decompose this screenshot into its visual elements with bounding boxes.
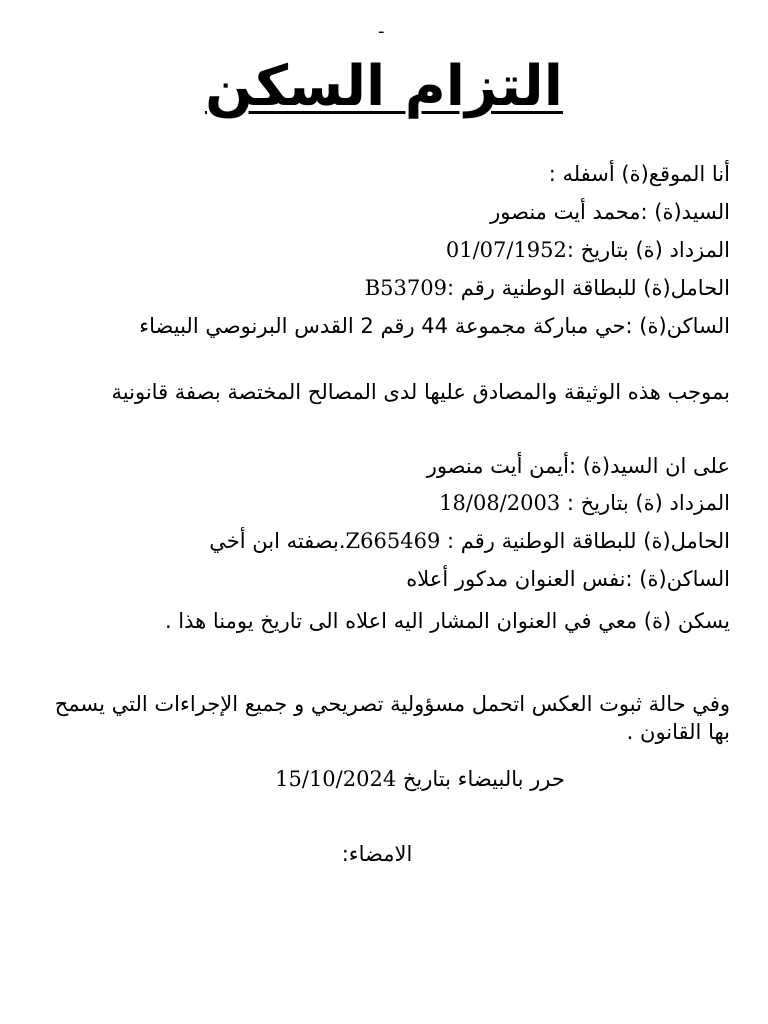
- declarant-birth-label: المزداد (ة) بتاريخ :: [566, 238, 730, 262]
- resident-id-label: الحامل(ة) للبطاقة الوطنية رقم :: [440, 529, 730, 553]
- resident-name: أيمن أيت منصور: [426, 454, 569, 478]
- signature-label: الامضاء:: [341, 842, 413, 866]
- document-title-text: التزام السكن: [205, 54, 563, 119]
- declarant-address-line: [38, 312, 730, 340]
- declarant-address-label: الساكن(ة) :: [625, 314, 730, 338]
- resident-id-number: Z665469: [345, 529, 441, 553]
- resident-address-label: الساكن(ة) :: [625, 567, 730, 591]
- declarant-id-line: [38, 274, 730, 302]
- declarant-name-label: السيد(ة) :: [640, 200, 730, 224]
- resident-intro-line: [38, 452, 730, 480]
- declarant-birth-date: 01/07/1952: [445, 238, 567, 262]
- statement-paragraph: بموجب هذه الوثيقة والمصادق عليها لدى المصالح المختصة بصفة قانونية: [111, 380, 730, 404]
- resident-id-line: [38, 527, 730, 555]
- place-date-line: [0, 765, 768, 793]
- declarant-intro: أنا الموقع(ة) أسفله :: [548, 162, 730, 186]
- resident-birth-date: 18/08/2003: [439, 491, 561, 515]
- liability-paragraph: وفي حالة ثبوت العكس اتحمل مسؤولية تصريحي و جميع الإجراءات التي يسمح بها القانون .: [54, 692, 730, 744]
- declarant-name-line: [38, 198, 730, 226]
- residence-paragraph: يسكن (ة) معي في العنوان المشار اليه اعلاه الى تاريخ يومنا هذا .: [164, 609, 730, 633]
- place-label: حرر بالبيضاء بتاريخ: [396, 767, 565, 791]
- declarant-birth-line: [38, 236, 730, 264]
- resident-relation: .بصفته ابن أخي: [209, 529, 346, 553]
- declarant-name: محمد أيت منصور: [490, 200, 641, 224]
- top-dash: -: [378, 21, 385, 42]
- resident-address: نفس العنوان مدكور أعلاه: [406, 567, 626, 591]
- declarant-id-number: B53709: [364, 276, 447, 300]
- resident-address-line: [38, 565, 730, 593]
- resident-birth-label: المزداد (ة) بتاريخ :: [560, 491, 730, 515]
- resident-birth-line: [38, 489, 730, 517]
- document-title: [0, 52, 768, 122]
- declarant-address: حي مباركة مجموعة 44 رقم 2 القدس البرنوصي البيضاء: [139, 314, 626, 338]
- declarant-id-label: الحامل(ة) للبطاقة الوطنية رقم :: [447, 276, 730, 300]
- resident-intro: على ان السيد(ة) :: [568, 454, 730, 478]
- issue-date: 15/10/2024: [275, 767, 397, 791]
